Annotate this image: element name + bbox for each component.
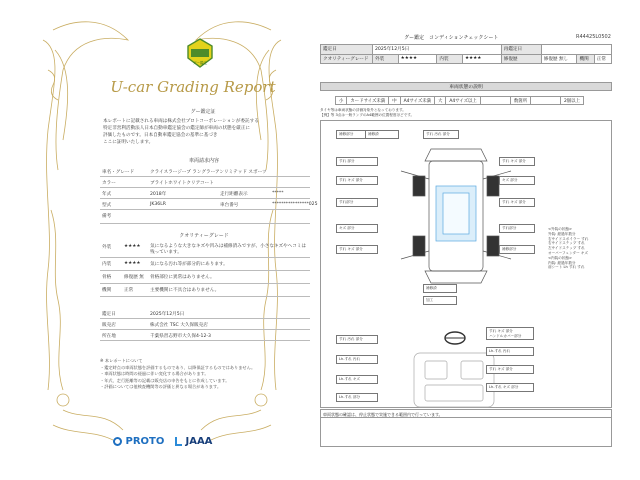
quality-interior <box>100 258 310 271</box>
callout-text: すれ キズ 部分 <box>502 159 526 163</box>
size-row <box>336 97 584 105</box>
meta-row <box>321 54 612 64</box>
callout-text: Lh-すれ 部分 <box>339 395 361 399</box>
quality-engine <box>100 284 310 297</box>
row-value: ブライトホワイトクリアコート <box>150 181 214 186</box>
note-line: タイヤ等は車両状態の評価対象外となっております。 <box>320 108 406 112</box>
callout-text: 補修済 <box>368 132 379 136</box>
row-value: ***** <box>272 191 284 196</box>
meta-cell: 機関 <box>577 54 594 64</box>
callout <box>499 245 535 254</box>
appraisal-address-row <box>100 330 310 341</box>
callout <box>336 198 378 207</box>
size-cell <box>480 97 510 105</box>
callout-text: すれ 汚れ 部分 <box>339 337 363 341</box>
callout <box>486 383 534 392</box>
meta-cell: 修復歴 <box>501 54 541 64</box>
callout <box>499 176 535 185</box>
callout <box>486 365 534 374</box>
size-cell: カードサイズ未満 <box>347 97 389 105</box>
body-line: 評価したものです。日本自動車鑑定協会の基準に基づき <box>103 133 218 138</box>
size-cell: 中 <box>389 97 400 105</box>
quality-stars: ★★★★ <box>124 261 141 266</box>
jaaa-logo-text: JAAA <box>185 436 213 447</box>
certificate-body <box>103 118 303 146</box>
note-line: ※ 本レポートについて <box>100 358 143 363</box>
note-line: ・車両状態は時間の経過に伴い変化する場合があります。 <box>100 371 209 376</box>
section-quality-title: クオリティーグレード <box>179 233 229 239</box>
body-line: 本レポートに記載される車両は株式会社プロトコーポレーションが委託する <box>103 119 259 124</box>
sheet-title: グー鑑定 コンディションチェックシート <box>404 35 499 41</box>
quality-key: 機関 <box>102 288 112 293</box>
certificate-notes <box>100 358 300 391</box>
callout-text: Lh-すれ キズ 部分 <box>489 385 519 389</box>
meta-cell: 外装 <box>373 54 399 64</box>
callout-text: すれ部分 <box>502 226 517 230</box>
callout <box>336 375 378 384</box>
callout-text: すれ キズ 部分 <box>489 329 513 333</box>
jaaa-logo-icon <box>175 437 182 446</box>
row-value: 株式会社 TSC 大久保販売店 <box>150 323 208 328</box>
row-value: 2018年 <box>150 192 167 197</box>
callout <box>336 245 378 254</box>
legend-line: 右サイドスポイラー すれ <box>548 236 589 241</box>
callout <box>423 130 459 139</box>
row-name-grade <box>100 166 310 177</box>
callout-text: すれ キズ 部分 <box>339 247 363 251</box>
proto-logo-icon <box>113 437 122 446</box>
certificate-title: U-car Grading Report <box>110 78 276 96</box>
callout-text: 補修部分 <box>339 132 354 136</box>
legend-line: <内装の状態> <box>548 255 572 260</box>
callout-text: すれ部分 <box>339 200 354 204</box>
callout-text: Lh-すれ キズ <box>339 377 361 381</box>
callout-text: 補修済 <box>426 286 437 290</box>
row-key: 鑑定日 <box>102 312 116 317</box>
callout <box>423 284 457 293</box>
legend-line: 前シート Lh すれ すれ <box>548 265 585 270</box>
callout-text: すれ キズ 部分 <box>489 367 513 371</box>
row-key: 販売店 <box>102 323 116 328</box>
grading-certificate <box>33 10 318 450</box>
quality-value: 修復歴 無 <box>124 275 144 280</box>
legend-line: 内装: 経過年数分 <box>548 260 576 265</box>
size-cell: 2個以上 <box>561 97 584 105</box>
callout-text: すれ キズ 部分 <box>339 178 363 182</box>
row-value: クライスラージープ ラングラーアンリミテッド スポーツ <box>150 170 267 175</box>
proto-logo <box>113 436 164 447</box>
row-value: 2025年12月5日 <box>150 312 185 317</box>
callout-sub: ハンドルカバー部分 <box>489 333 522 338</box>
sheet-footer-box <box>320 418 612 447</box>
callout <box>365 130 399 139</box>
callout <box>336 335 378 344</box>
meta-cell: 内装 <box>437 54 463 64</box>
note-line: 【例】等 3点は一般ランプのA4範囲の位置程度ほどです。 <box>320 113 415 117</box>
sheet-document-number: R44425L0502 <box>576 34 611 40</box>
callout-text: 加工 <box>426 298 434 302</box>
appraisal-dealer-row <box>100 319 310 330</box>
section-vehicle-title: 車両請求内容 <box>188 158 219 164</box>
legend-line: オーバーフェンダー キズ <box>548 250 588 255</box>
section-status-title: 車両状態の説明 <box>320 82 612 91</box>
row-key: 走行距離表示 <box>220 192 248 197</box>
body-line: ここに証明いたします。 <box>103 140 154 145</box>
meta-cell <box>541 45 611 55</box>
callout <box>499 224 535 233</box>
quality-value: 正常 <box>124 288 134 293</box>
row-key: 車台番号 <box>220 203 239 208</box>
row-key: 型式 <box>102 203 112 208</box>
row-key: 所在地 <box>102 334 116 339</box>
quality-desc: 気になるような大きなキズや凹みは補修済みですが、小さなキズやヘコミは残っています。 <box>150 244 307 255</box>
badge-label: グー鑑定 <box>192 61 208 65</box>
callout <box>336 393 378 402</box>
quality-frame <box>100 271 310 284</box>
status-note <box>320 108 414 118</box>
callout-text: Lh-すれ 汚れ <box>339 357 361 361</box>
size-cell: A4サイズ以上 <box>446 97 480 105</box>
row-key: 車名・グレード <box>102 170 135 175</box>
quality-key: 外装 <box>102 245 112 250</box>
meta-cell: 再鑑定日 <box>501 45 541 55</box>
vehicle-diagram-area <box>320 120 612 408</box>
callout <box>336 224 378 233</box>
note-line: ・評価については他検査機関等の評価と異なる場合があります。 <box>100 384 222 389</box>
callout <box>336 355 378 364</box>
meta-row <box>321 45 612 55</box>
callout-text: キズ 部分 <box>339 226 355 230</box>
note-line: ・年式、走行距離等の記載は販売店の申告をもとに作成しています。 <box>100 377 230 383</box>
callout-text: 補修部分 <box>502 247 517 251</box>
row-year <box>100 188 310 199</box>
callout <box>499 157 535 166</box>
row-value: JK36LR <box>150 202 166 207</box>
steering-wheel-icon <box>443 330 467 346</box>
callout <box>486 347 534 356</box>
proto-logo-text: PROTO <box>125 436 165 447</box>
callout-text: すれ 汚れ 部分 <box>426 132 450 136</box>
legend-line: <外装の状態> <box>548 227 572 231</box>
callout-text: すれ 部分 <box>339 159 355 163</box>
callout <box>336 176 378 185</box>
row-model <box>100 199 318 210</box>
size-cell: 大 <box>435 97 446 105</box>
row-value: ****************025 <box>272 202 318 207</box>
legend-line: 右サイドステップ すれ <box>548 241 585 246</box>
size-cell: A4サイズ未満 <box>400 97 434 105</box>
callout-text: すれ キズ 部分 <box>502 200 526 204</box>
meta-table <box>320 44 612 64</box>
callout-text: Lh-すれ 汚れ <box>489 349 511 353</box>
meta-cell: ★★★★ <box>462 54 501 64</box>
row-key: カラー <box>102 181 116 186</box>
quality-desc: 骨格部位に異常はありません。 <box>150 275 215 280</box>
size-cell: 数箇所 <box>510 97 530 105</box>
certificate-subtitle: グー鑑定証 <box>190 109 216 115</box>
callout <box>336 157 378 166</box>
meta-cell: 正常 <box>594 54 611 64</box>
damage-size-legend <box>335 96 584 105</box>
legend-line: 外装: 経過年数分 <box>548 231 576 236</box>
appraisal-date-row <box>100 308 310 319</box>
size-cell <box>531 97 561 105</box>
quality-key: 骨格 <box>102 275 112 280</box>
meta-cell: 2025年12月5日 <box>373 45 502 55</box>
row-color <box>100 177 310 188</box>
meta-cell: 修復歴 無し <box>541 54 577 64</box>
quality-exterior <box>100 241 310 258</box>
quality-desc: 気になる汚れ等が部分的にあります。 <box>150 262 228 267</box>
callout <box>423 296 457 305</box>
body-line: 特定非営利活動法人日本自動車鑑定協会の鑑定師が車両の状態を厳正に <box>103 126 251 131</box>
quality-stars: ★★★★ <box>124 244 141 249</box>
meta-cell: 鑑定日 <box>321 45 373 55</box>
sheet-footer-note: 車両状態の確認は、停止状態で実施できる範囲内で行っています。 <box>320 409 612 418</box>
quality-key: 内装 <box>102 262 112 267</box>
meta-cell: クオリティーグレード <box>321 54 373 64</box>
callout-text: キズ 部分 <box>502 178 518 182</box>
row-remarks <box>100 210 310 224</box>
condition-legend <box>548 227 608 270</box>
callout <box>499 198 535 207</box>
callout <box>486 327 534 340</box>
interior-seat-diagram <box>399 351 509 409</box>
quality-desc: 主要機関に不具合はありません。 <box>150 288 220 293</box>
row-key: 備考 <box>102 214 112 219</box>
note-line: ・鑑定時点の車両状態を評価するものであり、以降保証するものではありません。 <box>100 364 256 370</box>
meta-cell: ★★★★ <box>398 54 437 64</box>
size-cell: 小 <box>336 97 347 105</box>
row-value: 千葉県習志野市大久保4-12-3 <box>150 334 211 339</box>
row-key: 年式 <box>102 192 112 197</box>
jaaa-logo <box>175 436 212 447</box>
legend-line: 左サイドステップ すれ <box>548 246 585 251</box>
condition-check-sheet <box>320 27 612 447</box>
